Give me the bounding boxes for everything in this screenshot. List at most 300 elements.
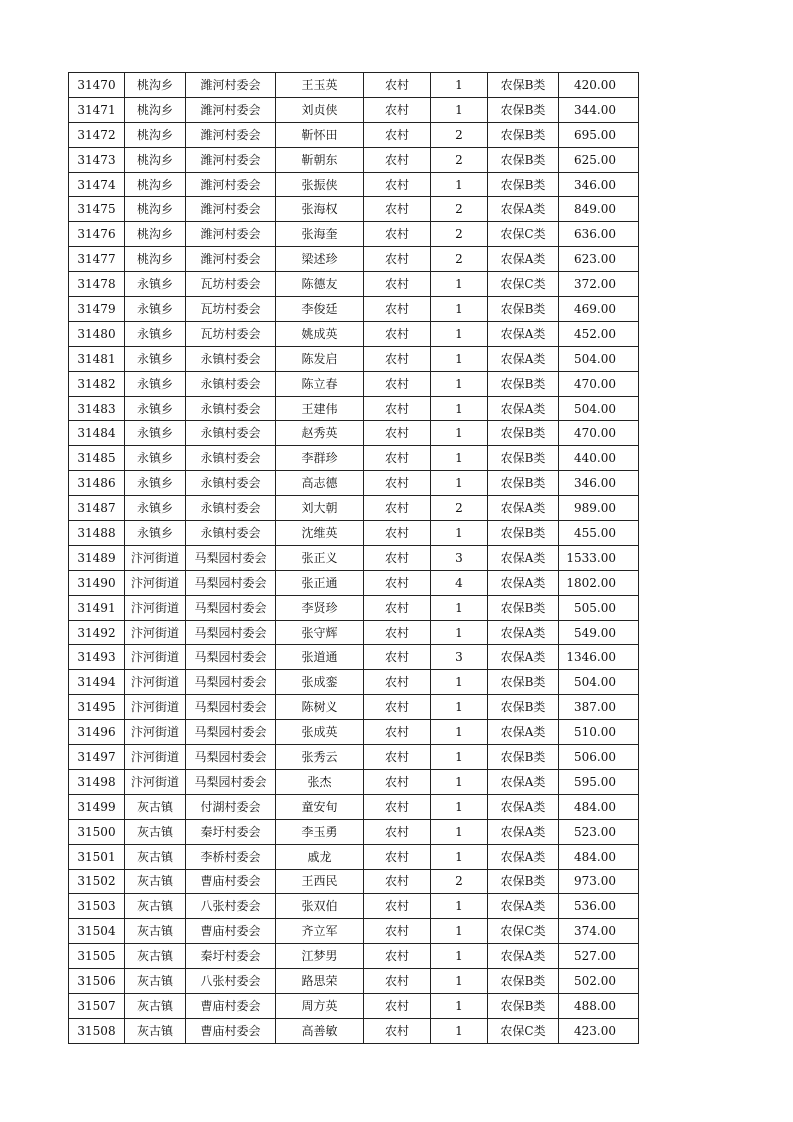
amount-cell: 1346.00 — [559, 645, 639, 670]
serial-number-cell: 31502 — [69, 869, 125, 894]
household-size-cell: 1 — [431, 396, 488, 421]
amount-cell: 502.00 — [559, 969, 639, 994]
household-type-cell: 农村 — [364, 645, 431, 670]
insurance-category-cell: 农保B类 — [488, 172, 559, 197]
table-row — [69, 545, 639, 570]
village-committee-cell: 八张村委会 — [186, 894, 276, 919]
village-committee-cell: 曹庙村委会 — [186, 1018, 276, 1043]
table-row — [69, 819, 639, 844]
name-cell: 李群珍 — [276, 446, 364, 471]
village-committee-cell: 马梨园村委会 — [186, 769, 276, 794]
serial-number-cell: 31498 — [69, 769, 125, 794]
household-size-cell: 1 — [431, 769, 488, 794]
table-row — [69, 894, 639, 919]
name-cell: 梁述珍 — [276, 247, 364, 272]
household-type-cell: 农村 — [364, 1018, 431, 1043]
township-cell: 汴河街道 — [125, 670, 186, 695]
serial-number-cell: 31495 — [69, 695, 125, 720]
amount-cell: 623.00 — [559, 247, 639, 272]
household-type-cell: 农村 — [364, 396, 431, 421]
name-cell: 张道通 — [276, 645, 364, 670]
household-size-cell: 1 — [431, 844, 488, 869]
insurance-category-cell: 农保A类 — [488, 844, 559, 869]
table-row — [69, 969, 639, 994]
serial-number-cell: 31494 — [69, 670, 125, 695]
insurance-category-cell: 农保B类 — [488, 421, 559, 446]
village-committee-cell: 八张村委会 — [186, 969, 276, 994]
name-cell: 张成銮 — [276, 670, 364, 695]
village-committee-cell: 潍河村委会 — [186, 73, 276, 98]
serial-number-cell: 31506 — [69, 969, 125, 994]
amount-cell: 504.00 — [559, 670, 639, 695]
village-committee-cell: 潍河村委会 — [186, 97, 276, 122]
township-cell: 永镇乡 — [125, 396, 186, 421]
amount-cell: 504.00 — [559, 396, 639, 421]
household-size-cell: 1 — [431, 670, 488, 695]
serial-number-cell: 31507 — [69, 993, 125, 1018]
household-size-cell: 1 — [431, 695, 488, 720]
table-row — [69, 197, 639, 222]
table-row — [69, 421, 639, 446]
household-type-cell: 农村 — [364, 620, 431, 645]
table-row — [69, 794, 639, 819]
insurance-category-cell: 农保B类 — [488, 695, 559, 720]
table-row — [69, 371, 639, 396]
name-cell: 王玉英 — [276, 73, 364, 98]
name-cell: 周方英 — [276, 993, 364, 1018]
household-type-cell: 农村 — [364, 670, 431, 695]
table-row — [69, 247, 639, 272]
insurance-category-cell: 农保B类 — [488, 869, 559, 894]
amount-cell: 536.00 — [559, 894, 639, 919]
name-cell: 江梦男 — [276, 944, 364, 969]
insurance-category-cell: 农保A类 — [488, 321, 559, 346]
amount-cell: 510.00 — [559, 720, 639, 745]
township-cell: 桃沟乡 — [125, 222, 186, 247]
household-size-cell: 1 — [431, 993, 488, 1018]
township-cell: 灰古镇 — [125, 794, 186, 819]
table-row — [69, 471, 639, 496]
village-committee-cell: 永镇村委会 — [186, 521, 276, 546]
serial-number-cell: 31500 — [69, 819, 125, 844]
amount-cell: 549.00 — [559, 620, 639, 645]
household-size-cell: 1 — [431, 97, 488, 122]
township-cell: 桃沟乡 — [125, 122, 186, 147]
township-cell: 灰古镇 — [125, 993, 186, 1018]
serial-number-cell: 31475 — [69, 197, 125, 222]
serial-number-cell: 31488 — [69, 521, 125, 546]
township-cell: 汴河街道 — [125, 570, 186, 595]
serial-number-cell: 31491 — [69, 595, 125, 620]
amount-cell: 484.00 — [559, 794, 639, 819]
table-row — [69, 869, 639, 894]
amount-cell: 625.00 — [559, 147, 639, 172]
insurance-category-cell: 农保B类 — [488, 97, 559, 122]
household-type-cell: 农村 — [364, 545, 431, 570]
township-cell: 桃沟乡 — [125, 172, 186, 197]
township-cell: 灰古镇 — [125, 869, 186, 894]
serial-number-cell: 31486 — [69, 471, 125, 496]
village-committee-cell: 瓦坊村委会 — [186, 321, 276, 346]
amount-cell: 452.00 — [559, 321, 639, 346]
amount-cell: 372.00 — [559, 272, 639, 297]
village-committee-cell: 秦圩村委会 — [186, 944, 276, 969]
township-cell: 永镇乡 — [125, 496, 186, 521]
household-type-cell: 农村 — [364, 346, 431, 371]
household-type-cell: 农村 — [364, 272, 431, 297]
insurance-category-cell: 农保B类 — [488, 670, 559, 695]
name-cell: 李贤珍 — [276, 595, 364, 620]
serial-number-cell: 31497 — [69, 745, 125, 770]
table-row — [69, 297, 639, 322]
insurance-category-cell: 农保B类 — [488, 993, 559, 1018]
township-cell: 永镇乡 — [125, 421, 186, 446]
household-size-cell: 1 — [431, 819, 488, 844]
village-committee-cell: 潍河村委会 — [186, 247, 276, 272]
village-committee-cell: 马梨园村委会 — [186, 570, 276, 595]
insurance-category-cell: 农保C类 — [488, 272, 559, 297]
amount-cell: 488.00 — [559, 993, 639, 1018]
household-size-cell: 2 — [431, 496, 488, 521]
township-cell: 永镇乡 — [125, 446, 186, 471]
table-row — [69, 993, 639, 1018]
table-row — [69, 97, 639, 122]
township-cell: 桃沟乡 — [125, 147, 186, 172]
household-type-cell: 农村 — [364, 197, 431, 222]
household-type-cell: 农村 — [364, 471, 431, 496]
serial-number-cell: 31503 — [69, 894, 125, 919]
household-size-cell: 1 — [431, 446, 488, 471]
household-size-cell: 1 — [431, 745, 488, 770]
township-cell: 汴河街道 — [125, 769, 186, 794]
household-type-cell: 农村 — [364, 172, 431, 197]
household-size-cell: 1 — [431, 272, 488, 297]
village-committee-cell: 潍河村委会 — [186, 197, 276, 222]
serial-number-cell: 31474 — [69, 172, 125, 197]
household-type-cell: 农村 — [364, 794, 431, 819]
name-cell: 戚龙 — [276, 844, 364, 869]
household-size-cell: 1 — [431, 172, 488, 197]
township-cell: 桃沟乡 — [125, 97, 186, 122]
name-cell: 陈德友 — [276, 272, 364, 297]
village-committee-cell: 永镇村委会 — [186, 371, 276, 396]
household-type-cell: 农村 — [364, 570, 431, 595]
serial-number-cell: 31504 — [69, 919, 125, 944]
insurance-category-cell: 农保B类 — [488, 122, 559, 147]
name-cell: 王建伟 — [276, 396, 364, 421]
village-committee-cell: 潍河村委会 — [186, 122, 276, 147]
insurance-category-cell: 农保B类 — [488, 446, 559, 471]
township-cell: 汴河街道 — [125, 545, 186, 570]
name-cell: 张振侠 — [276, 172, 364, 197]
insurance-category-cell: 农保B类 — [488, 595, 559, 620]
data-table — [68, 72, 639, 1044]
insurance-category-cell: 农保A类 — [488, 545, 559, 570]
household-size-cell: 2 — [431, 122, 488, 147]
amount-cell: 504.00 — [559, 346, 639, 371]
insurance-category-cell: 农保B类 — [488, 969, 559, 994]
table-body — [69, 73, 639, 1044]
table-row — [69, 1018, 639, 1043]
name-cell: 张秀云 — [276, 745, 364, 770]
household-size-cell: 2 — [431, 147, 488, 172]
insurance-category-cell: 农保A类 — [488, 894, 559, 919]
serial-number-cell: 31490 — [69, 570, 125, 595]
household-size-cell: 1 — [431, 720, 488, 745]
township-cell: 永镇乡 — [125, 297, 186, 322]
village-committee-cell: 曹庙村委会 — [186, 919, 276, 944]
township-cell: 永镇乡 — [125, 346, 186, 371]
township-cell: 桃沟乡 — [125, 73, 186, 98]
township-cell: 灰古镇 — [125, 1018, 186, 1043]
table-row — [69, 396, 639, 421]
township-cell: 灰古镇 — [125, 919, 186, 944]
serial-number-cell: 31477 — [69, 247, 125, 272]
household-type-cell: 农村 — [364, 122, 431, 147]
insurance-category-cell: 农保A类 — [488, 197, 559, 222]
township-cell: 桃沟乡 — [125, 197, 186, 222]
household-type-cell: 农村 — [364, 247, 431, 272]
name-cell: 靳朝东 — [276, 147, 364, 172]
amount-cell: 989.00 — [559, 496, 639, 521]
table-row — [69, 446, 639, 471]
name-cell: 陈立春 — [276, 371, 364, 396]
household-size-cell: 1 — [431, 595, 488, 620]
name-cell: 张海奎 — [276, 222, 364, 247]
amount-cell: 346.00 — [559, 172, 639, 197]
village-committee-cell: 永镇村委会 — [186, 421, 276, 446]
table-row — [69, 645, 639, 670]
name-cell: 沈维英 — [276, 521, 364, 546]
village-committee-cell: 潍河村委会 — [186, 222, 276, 247]
amount-cell: 423.00 — [559, 1018, 639, 1043]
township-cell: 永镇乡 — [125, 471, 186, 496]
serial-number-cell: 31508 — [69, 1018, 125, 1043]
village-committee-cell: 曹庙村委会 — [186, 993, 276, 1018]
amount-cell: 595.00 — [559, 769, 639, 794]
village-committee-cell: 马梨园村委会 — [186, 720, 276, 745]
serial-number-cell: 31470 — [69, 73, 125, 98]
household-type-cell: 农村 — [364, 147, 431, 172]
name-cell: 路思荣 — [276, 969, 364, 994]
serial-number-cell: 31482 — [69, 371, 125, 396]
table-row — [69, 321, 639, 346]
township-cell: 灰古镇 — [125, 969, 186, 994]
village-committee-cell: 瓦坊村委会 — [186, 272, 276, 297]
serial-number-cell: 31492 — [69, 620, 125, 645]
table-row — [69, 570, 639, 595]
name-cell: 陈树义 — [276, 695, 364, 720]
name-cell: 姚成英 — [276, 321, 364, 346]
table-row — [69, 521, 639, 546]
amount-cell: 506.00 — [559, 745, 639, 770]
township-cell: 灰古镇 — [125, 819, 186, 844]
village-committee-cell: 马梨园村委会 — [186, 695, 276, 720]
township-cell: 永镇乡 — [125, 321, 186, 346]
name-cell: 王西民 — [276, 869, 364, 894]
name-cell: 靳怀田 — [276, 122, 364, 147]
household-size-cell: 1 — [431, 969, 488, 994]
amount-cell: 636.00 — [559, 222, 639, 247]
insurance-category-cell: 农保A类 — [488, 944, 559, 969]
household-size-cell: 2 — [431, 197, 488, 222]
insurance-category-cell: 农保A类 — [488, 496, 559, 521]
village-committee-cell: 曹庙村委会 — [186, 869, 276, 894]
insurance-category-cell: 农保A类 — [488, 645, 559, 670]
household-type-cell: 农村 — [364, 371, 431, 396]
village-committee-cell: 潍河村委会 — [186, 172, 276, 197]
serial-number-cell: 31478 — [69, 272, 125, 297]
household-type-cell: 农村 — [364, 944, 431, 969]
amount-cell: 420.00 — [559, 73, 639, 98]
household-size-cell: 1 — [431, 794, 488, 819]
table-row — [69, 720, 639, 745]
household-type-cell: 农村 — [364, 321, 431, 346]
insurance-category-cell: 农保B类 — [488, 745, 559, 770]
household-size-cell: 1 — [431, 1018, 488, 1043]
household-type-cell: 农村 — [364, 869, 431, 894]
township-cell: 汴河街道 — [125, 720, 186, 745]
amount-cell: 344.00 — [559, 97, 639, 122]
name-cell: 齐立军 — [276, 919, 364, 944]
name-cell: 刘贞侠 — [276, 97, 364, 122]
insurance-category-cell: 农保C类 — [488, 1018, 559, 1043]
household-size-cell: 1 — [431, 346, 488, 371]
insurance-category-cell: 农保A类 — [488, 620, 559, 645]
serial-number-cell: 31496 — [69, 720, 125, 745]
township-cell: 汴河街道 — [125, 745, 186, 770]
household-size-cell: 1 — [431, 521, 488, 546]
insurance-category-cell: 农保A类 — [488, 570, 559, 595]
amount-cell: 1802.00 — [559, 570, 639, 595]
serial-number-cell: 31471 — [69, 97, 125, 122]
village-committee-cell: 马梨园村委会 — [186, 745, 276, 770]
household-type-cell: 农村 — [364, 496, 431, 521]
amount-cell: 849.00 — [559, 197, 639, 222]
name-cell: 张正义 — [276, 545, 364, 570]
amount-cell: 523.00 — [559, 819, 639, 844]
household-type-cell: 农村 — [364, 819, 431, 844]
village-committee-cell: 永镇村委会 — [186, 496, 276, 521]
name-cell: 高善敏 — [276, 1018, 364, 1043]
table-row — [69, 944, 639, 969]
household-type-cell: 农村 — [364, 969, 431, 994]
serial-number-cell: 31489 — [69, 545, 125, 570]
household-type-cell: 农村 — [364, 421, 431, 446]
serial-number-cell: 31485 — [69, 446, 125, 471]
table-row — [69, 919, 639, 944]
insurance-category-cell: 农保B类 — [488, 371, 559, 396]
table-row — [69, 73, 639, 98]
insurance-category-cell: 农保A类 — [488, 819, 559, 844]
village-committee-cell: 永镇村委会 — [186, 396, 276, 421]
household-size-cell: 1 — [431, 73, 488, 98]
name-cell: 李玉勇 — [276, 819, 364, 844]
name-cell: 张杰 — [276, 769, 364, 794]
village-committee-cell: 马梨园村委会 — [186, 645, 276, 670]
serial-number-cell: 31481 — [69, 346, 125, 371]
household-size-cell: 1 — [431, 894, 488, 919]
village-committee-cell: 付湖村委会 — [186, 794, 276, 819]
insurance-category-cell: 农保A类 — [488, 769, 559, 794]
amount-cell: 505.00 — [559, 595, 639, 620]
table-row — [69, 272, 639, 297]
household-type-cell: 农村 — [364, 297, 431, 322]
table-row — [69, 595, 639, 620]
serial-number-cell: 31479 — [69, 297, 125, 322]
serial-number-cell: 31493 — [69, 645, 125, 670]
insurance-category-cell: 农保A类 — [488, 247, 559, 272]
table-row — [69, 346, 639, 371]
household-size-cell: 1 — [431, 421, 488, 446]
household-type-cell: 农村 — [364, 844, 431, 869]
amount-cell: 470.00 — [559, 421, 639, 446]
amount-cell: 527.00 — [559, 944, 639, 969]
table-row — [69, 670, 639, 695]
table-row — [69, 147, 639, 172]
serial-number-cell: 31480 — [69, 321, 125, 346]
serial-number-cell: 31499 — [69, 794, 125, 819]
household-size-cell: 1 — [431, 620, 488, 645]
village-committee-cell: 瓦坊村委会 — [186, 297, 276, 322]
amount-cell: 455.00 — [559, 521, 639, 546]
insurance-category-cell: 农保B类 — [488, 521, 559, 546]
insurance-category-cell: 农保A类 — [488, 794, 559, 819]
table-row — [69, 496, 639, 521]
name-cell: 陈发启 — [276, 346, 364, 371]
village-committee-cell: 潍河村委会 — [186, 147, 276, 172]
village-committee-cell: 永镇村委会 — [186, 471, 276, 496]
household-type-cell: 农村 — [364, 993, 431, 1018]
amount-cell: 346.00 — [559, 471, 639, 496]
name-cell: 李俊廷 — [276, 297, 364, 322]
household-type-cell: 农村 — [364, 73, 431, 98]
table-row — [69, 844, 639, 869]
serial-number-cell: 31483 — [69, 396, 125, 421]
township-cell: 汴河街道 — [125, 620, 186, 645]
amount-cell: 695.00 — [559, 122, 639, 147]
township-cell: 永镇乡 — [125, 272, 186, 297]
insurance-category-cell: 农保C类 — [488, 222, 559, 247]
name-cell: 张双伯 — [276, 894, 364, 919]
household-type-cell: 农村 — [364, 97, 431, 122]
amount-cell: 469.00 — [559, 297, 639, 322]
village-committee-cell: 永镇村委会 — [186, 446, 276, 471]
insurance-category-cell: 农保C类 — [488, 919, 559, 944]
amount-cell: 973.00 — [559, 869, 639, 894]
household-type-cell: 农村 — [364, 769, 431, 794]
township-cell: 灰古镇 — [125, 894, 186, 919]
village-committee-cell: 马梨园村委会 — [186, 545, 276, 570]
serial-number-cell: 31476 — [69, 222, 125, 247]
amount-cell: 374.00 — [559, 919, 639, 944]
household-size-cell: 3 — [431, 545, 488, 570]
township-cell: 桃沟乡 — [125, 247, 186, 272]
serial-number-cell: 31484 — [69, 421, 125, 446]
serial-number-cell: 31487 — [69, 496, 125, 521]
household-size-cell: 2 — [431, 222, 488, 247]
household-type-cell: 农村 — [364, 919, 431, 944]
household-type-cell: 农村 — [364, 446, 431, 471]
table-row — [69, 172, 639, 197]
household-type-cell: 农村 — [364, 894, 431, 919]
amount-cell: 440.00 — [559, 446, 639, 471]
table-row — [69, 122, 639, 147]
amount-cell: 484.00 — [559, 844, 639, 869]
serial-number-cell: 31473 — [69, 147, 125, 172]
village-committee-cell: 马梨园村委会 — [186, 595, 276, 620]
amount-cell: 387.00 — [559, 695, 639, 720]
